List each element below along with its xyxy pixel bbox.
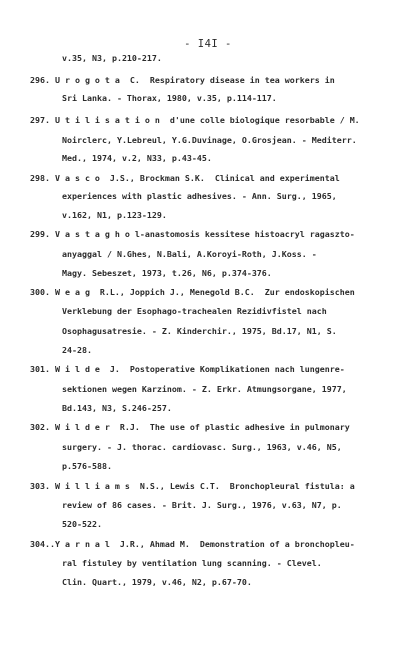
- text-line: Med., 1974, v.2, N33, p.43-45.: [62, 153, 212, 163]
- text-line: sektionen wegen Karzinom. - Z. Erkr. Atmungsorgane, 1977,: [62, 384, 347, 394]
- text-line: Clin. Quart., 1979, v.46, N2, p.67-70.: [62, 577, 252, 587]
- page-number: - I4I -: [184, 38, 232, 50]
- text-line: 24-28.: [62, 345, 92, 355]
- text-line: Osophagusatresie. - Z. Kinderchir., 1975, Bd.17, N1, S.: [62, 326, 337, 336]
- entry-304-line: 304..Y a r n a l J.R., Ahmad M. Demonstration of a bronchopleu-: [30, 539, 355, 549]
- entry-303-line: 303. W i l l i a m s N.S., Lewis C.T. Bronchopleural fistula: a: [30, 481, 355, 491]
- entry-299-line: 299. V a s t a g h o l-anastomosis kessitese histoacryl ragaszto-: [30, 229, 355, 239]
- text-line: anyaggal / N.Ghes, N.Bali, A.Koroyi-Roth, J.Koss. -: [62, 249, 317, 259]
- text-line: Verklebung der Esophago-trachealen Rezidivfistel nach: [62, 306, 327, 316]
- entry-302-line: 302. W i l d e r R.J. The use of plastic adhesive in pulmonary: [30, 422, 350, 432]
- entry-301-line: 301. W i l d e J. Postoperative Komplikationen nach lungenre-: [30, 364, 345, 374]
- text-line: ral fistuley by ventilation lung scanning. - Clevel.: [62, 558, 322, 568]
- entry-297-line: 297. U t i l i s a t i o n d'une colle biologique resorbable / M.: [30, 115, 360, 125]
- text-line: Magy. Sebeszet, 1973, t.26, N6, p.374-376.: [62, 268, 272, 278]
- text-line: review of 86 cases. - Brit. J. Surg., 1976, v.63, N7, p.: [62, 500, 342, 510]
- text-line: 520-522.: [62, 519, 102, 529]
- text-line: experiences with plastic adhesives. - Ann. Surg., 1965,: [62, 191, 337, 201]
- text-line: surgery. - J. thorac. cardiovasc. Surg., 1963, v.46, N5,: [62, 442, 342, 452]
- entry-300-line: 300. W e a g R.L., Joppich J., Menegold B.C. Zur endoskopischen: [30, 287, 355, 297]
- text-line: v.35, N3, p.210-217.: [62, 53, 162, 63]
- entry-298-line: 298. V a s c o J.S., Brockman S.K. Clinical and experimental: [30, 173, 340, 183]
- text-line: Bd.143, N3, S.246-257.: [62, 403, 172, 413]
- text-line: p.576-588.: [62, 461, 112, 471]
- entry-296-line: 296. U r o g o t a C. Respiratory disease in tea workers in: [30, 75, 335, 85]
- text-line: Noirclerc, Y.Lebreul, Y.G.Duvinage, O.Grosjean. - Mediterr.: [62, 135, 357, 145]
- text-line: Sri Lanka. - Thorax, 1980, v.35, p.114-117.: [62, 93, 277, 103]
- text-line: v.162, N1, p.123-129.: [62, 210, 167, 220]
